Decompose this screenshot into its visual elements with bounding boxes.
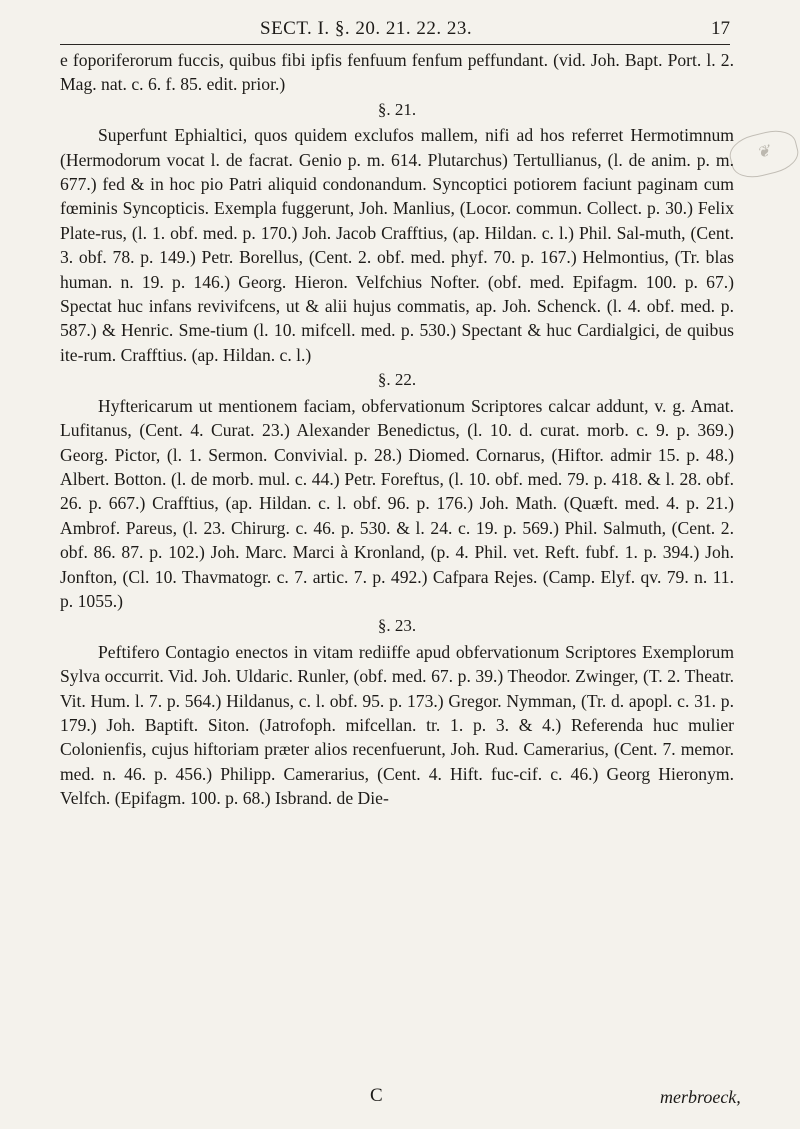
paragraph-23: Peftifero Contagio enectos in vitam rediiffe apud obfervationum Scriptores Exemplorum Sylva occurrit. Vid. Joh. Uldaric. Runler, (obf. med. 67. p. 39.) Theodor. Zwinger, (T. 2. Theatr. Vit. Hum. l. 7. p. 564.) Hildanus, c. l. obf. 95. p. 173.) Gregor. Nymman, (Tr. d. apopl. c. 31. p. 179.) Joh. Baptift. Siton. (Jatrofoph. mifcellan. tr. 1. p. 3. & 4.) Referenda huc mulier Colonienfis, cujus hiftoriam præter alios recenfuerunt, Joh. Rud. Camerarius, (Cent. 7. memor. med. n. 46. p. 456.) Philipp. Camerarius, (Cent. 4. Hift. fuc-cif. c. 46.) Georg Hieronym. Velfch. (Epifagm. 100. p. 68.) Isbrand. de Die- xyxy=(60,641,734,809)
section-heading-23: §. 23. xyxy=(377,616,417,636)
page-header xyxy=(60,18,730,45)
section-heading-22: §. 22. xyxy=(377,370,417,390)
library-stamp-icon: ❦ xyxy=(726,125,800,182)
page-number: 17 xyxy=(711,18,730,39)
paragraph-21: Superfunt Ephialtici, quos quidem exclufos mallem, nifi ad hos referret Hermotimnum (Hermodorum vocat l. de facrat. Genio p. m. 614. Plutarchus) Tertullianus, (l. de anim. p. m. 677.) fed & in hoc pio Patri aliquid condonandum. Syncoptici potiorem faciunt paginam cum fœminis Syncopticis. Exempla fuggerunt, Joh. Manlius, (Locor. commun. Collect. p. 30.) Felix Plate-rus, (l. 1. obf. med. p. 170.) Joh. Jacob Crafftius, (ap. Hildan. c. l.) Phil. Sal-muth, (Cent. 3. obf. 78. p. 149.) Petr. Borellus, (Cent. 2. obf. med. phyf. 70. p. 167.) Helmontius, (Tr. blas human. n. 19. p. 146.) Georg. Hieron. Velfchius Nofter. (obf. med. Epifagm. 100. p. 67.) Spectat huc infans revivifcens, ut & alii hujus commatis, ap. Joh. Schenck. (l. 4. obf. med. p. 587.) & Henric. Sme-tium (l. 10. mifcell. med. p. 530.) Spectant & huc Cardialgici, de quibus ite-rum. Crafftius. (ap. Hildan. c. l.) xyxy=(60,125,734,365)
page-body xyxy=(60,48,734,811)
signature-mark: C xyxy=(370,1085,383,1106)
paragraph-continuation: e foporiferorum fuccis, quibus fibi ipfis fenfuum fenfum peffundant. (vid. Joh. Bapt. Port. l. 2. Mag. nat. c. 6. f. 85. edit. prior.) xyxy=(60,50,734,95)
paragraph-22: Hyftericarum ut mentionem faciam, obfervationum Scriptores calcar addunt, v. g. Amat. Lufitanus, (Cent. 4. Curat. 23.) Alexander Benedictus, (l. 10. d. curat. morb. c. 9. p. 369.) Georg. Pictor, (l. 1. Sermon. Convivial. p. 28.) Diomed. Cornarus, (Hiftor. admir 15. p. 48.) Albert. Botton. (l. de morb. mul. c. 44.) Petr. Foreftus, (l. 10. obf. med. 79. p. 418. & l. 28. obf. 26. p. 667.) Crafftius, (ap. Hildan. c. l. obf. 96. p. 176.) Joh. Math. (Quæft. med. 4. p. 21.) Ambrof. Pareus, (l. 23. Chirurg. c. 46. p. 530. & l. 24. c. 19. p. 569.) Phil. Salmuth, (Cent. 2. obf. 86. 87. p. 102.) Joh. Marc. Marci à Kronland, (p. 4. Phil. vet. Reft. fubf. 1. p. 394.) Joh. Jonfton, (Cl. 10. Thavmatogr. c. 7. artic. 7. p. 492.) Cafpara Rejes. (Camp. Elyf. qv. 79. n. 11. p. 1055.) xyxy=(60,395,734,611)
catchword: merbroeck, xyxy=(660,1087,741,1107)
running-head: SECT. I. §. 20. 21. 22. 23. xyxy=(260,18,473,39)
section-heading-21: §. 21. xyxy=(377,99,417,119)
